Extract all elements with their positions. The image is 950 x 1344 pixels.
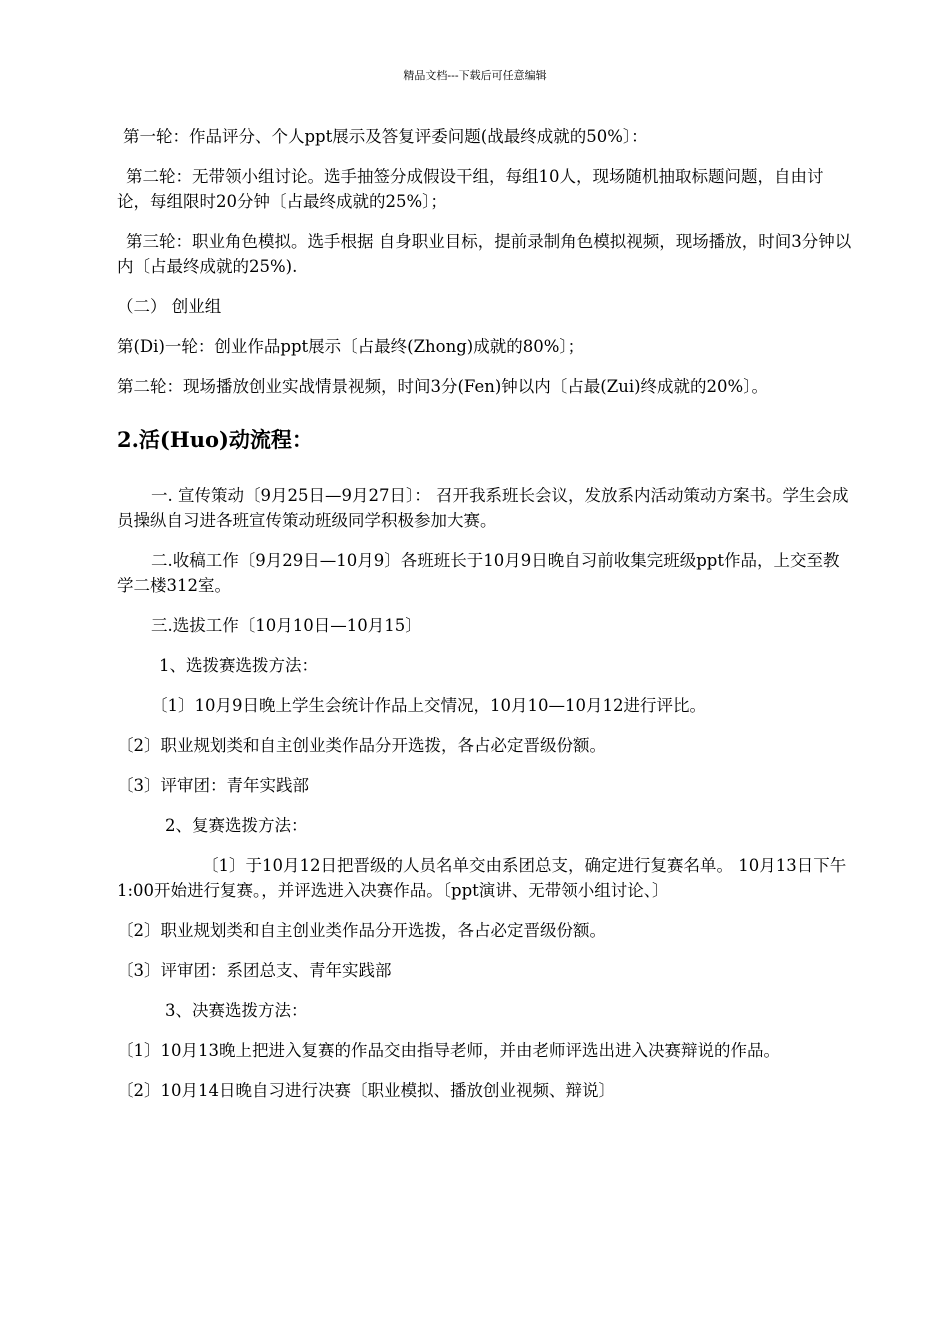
paragraph-startup-round-2: 第二轮：现场播放创业实战情景视频，时间3分(Fen)钟以内〔占最(Zui)终成就的20%〕。 xyxy=(117,377,768,396)
flow-item: 〔2〕职业规划类和自主创业类作品分开选拨，各占必定晋级份额。 xyxy=(117,921,606,940)
page-header: 精品文档---下载后可任意编辑 xyxy=(403,69,547,82)
flow-collection: 二.收稿工作〔9月29日—10月9〕各班班长于10月9日晚自习前收集完班级ppt作品，上交至教学二楼312室。 xyxy=(117,551,840,595)
section-startup-group: （二） 创业组 xyxy=(117,297,222,316)
flow-subheading-2: 2、复赛选拨方法： xyxy=(165,816,308,835)
paragraph-round-3: 第三轮：职业角色模拟。选手根据 自身职业目标，提前录制角色模拟视频，现场播放，时间3分钟以内〔占最终成就的25%). xyxy=(117,232,852,276)
flow-promotion: 一. 宣传策动〔9月25日—9月27日〕： 召开我系班长会议，发放系内活动策动方案书。学生会成员操纵自习进各班宣传策动班级同学积极参加大赛。 xyxy=(117,486,849,530)
flow-item: 〔3〕评审团：系团总支、青年实践部 xyxy=(117,961,392,980)
flow-item: 〔1〕10月9日晚上学生会统计作品上交情况，10月10—10月12进行评比。 xyxy=(151,696,706,715)
paragraph-startup-round-1: 第(Di)一轮：创业作品ppt展示〔占最终(Zhong)成就的80%〕； xyxy=(117,337,585,356)
document-body xyxy=(117,124,852,1118)
flow-item: 〔1〕于10月12日把晋级的人员名单交由系团总支，确定进行复赛名单。 10月13日下午1:00开始进行复赛。，并评选进入决赛作品。〔ppt演讲、无带领小组讨论、〕 xyxy=(117,856,847,900)
flow-subheading-1: 1、选拨赛选拨方法： xyxy=(159,656,318,675)
flow-item: 〔2〕10月14日晚自习进行决赛〔职业模拟、播放创业视频、辩说〕 xyxy=(117,1081,615,1100)
flow-subheading-3: 3、决赛选拨方法： xyxy=(165,1001,308,1020)
flow-item: 〔2〕职业规划类和自主创业类作品分开选拨，各占必定晋级份额。 xyxy=(117,736,606,755)
section-heading: 2.活(Huo)动流程： xyxy=(117,427,313,452)
paragraph-round-1: 第一轮：作品评分、个人ppt展示及答复评委问题(战最终成就的50%〕： xyxy=(123,127,648,146)
paragraph-round-2: 第二轮：无带领小组讨论。选手抽签分成假设干组，每组10人，现场随机抽取标题问题，自由讨论，每组限时20分钟〔占最终成就的25%〕； xyxy=(117,167,824,211)
flow-item: 〔1〕10月13晚上把进入复赛的作品交由指导老师，并由老师评选出进入决赛辩说的作品。 xyxy=(117,1041,780,1060)
flow-selection: 三.选拔工作〔10月10日—10月15〕 xyxy=(151,616,422,635)
flow-item: 〔3〕评审团：青年实践部 xyxy=(117,776,309,795)
